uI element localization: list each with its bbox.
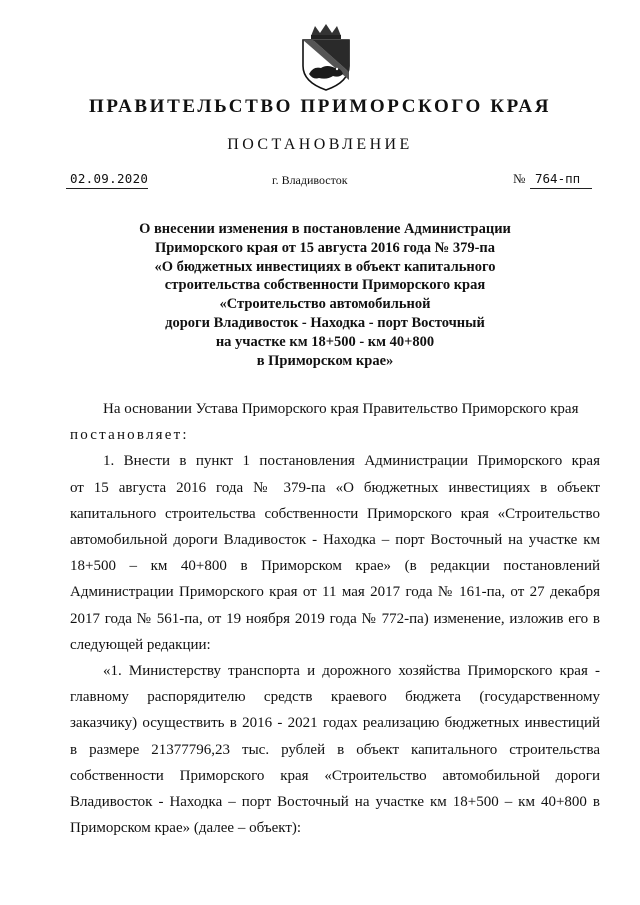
document-city: г. Владивосток (272, 173, 348, 187)
body-line: «1. Министерству транспорта и дорожного хозяйства Приморского края - (103, 663, 600, 680)
number-underline (530, 188, 592, 189)
document-number: 764-пп (535, 171, 581, 186)
heading-line: О внесении изменения в постановление Администрации (139, 221, 511, 237)
body-line: 18+500 – км 40+800 в Приморском крае» (в редакции постановлений (70, 558, 600, 575)
body-line: автомобильной дороги Владивосток - Находка – порт Восточный на участке км (70, 532, 600, 549)
body-line: заказчику) осуществить в 2016 - 2021 годах реализацию бюджетных инвестиций (70, 715, 600, 732)
body-line: от 15 августа 2016 года № 379-па «О бюджетных инвестициях в объект (70, 479, 600, 496)
heading-line: в Приморском крае» (256, 352, 394, 369)
body-line: Владивосток - Находка – порт Восточный на участке км 18+500 – км 40+800 в (70, 794, 600, 811)
body-line: Администрации Приморского края от 11 мая 2017 года № 161-па, от 27 декабря (70, 584, 600, 601)
document-meta-row (0, 171, 640, 193)
heading-line: дороги Владивосток - Находка - порт Восточный (165, 314, 485, 331)
number-sign: № (513, 171, 526, 186)
heading-line: строительства собственности Приморского края (164, 277, 486, 294)
body-line: главному распорядителю средств краевого бюджета (государственному (70, 689, 600, 706)
body-line: капитального строительства собственности Приморского края «Строительство (70, 505, 600, 522)
body-line: На основании Устава Приморского края Правительство Приморского края (103, 401, 579, 417)
document-heading (60, 220, 590, 370)
heading-line: «О бюджетных инвестициях в объект капитального (154, 258, 496, 275)
body-line: Приморском крае» (далее – объект): (70, 820, 302, 837)
body-line: 2017 года № 561-па, от 19 ноября 2019 года № 772-па) изменение, изложив его в (70, 610, 600, 627)
primorsky-coat-of-arms-icon (297, 22, 355, 92)
body-line: в размере 21377796,23 тыс. рублей в объект капитального строительства (70, 741, 600, 758)
body-line-resolves: постановляет: (70, 427, 189, 444)
date-underline (66, 188, 148, 189)
body-line: 1. Внести в пункт 1 постановления Администрации Приморского края (103, 453, 600, 470)
heading-line: на участке км 18+500 - км 40+800 (215, 333, 435, 350)
document-date: 02.09.2020 (70, 171, 149, 186)
document-body (70, 396, 600, 841)
body-line: собственности Приморского края «Строительство автомобильной дороги (70, 767, 600, 784)
organization-title: ПРАВИТЕЛЬСТВО ПРИМОРСКОГО КРАЯ (88, 96, 552, 117)
body-line: следующей редакции: (70, 636, 211, 653)
heading-line: Приморского края от 15 августа 2016 года № 379-па (154, 239, 496, 256)
heading-line: «Строительство автомобильной (219, 296, 431, 313)
document-type: ПОСТАНОВЛЕНИЕ (227, 136, 413, 153)
